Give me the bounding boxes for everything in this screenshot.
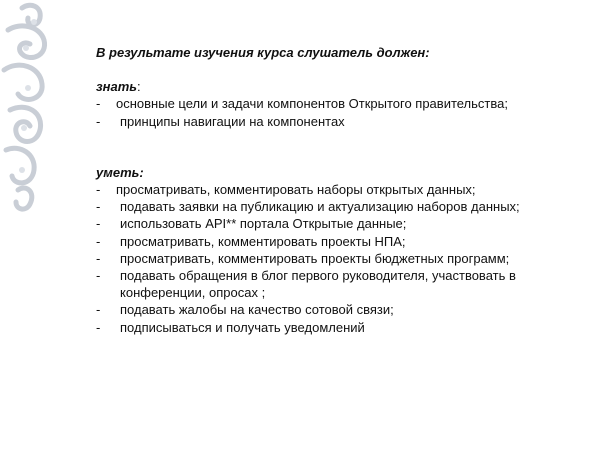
list-item <box>96 250 576 267</box>
page-heading: В результате изучения курса слушатель должен: <box>96 45 430 60</box>
list-item <box>96 233 576 250</box>
section-title-know <box>96 78 576 95</box>
list-item <box>96 267 576 301</box>
list-item <box>96 95 576 112</box>
list-item-text: подавать жалобы на качество сотовой связи; <box>120 302 394 318</box>
can-list <box>96 181 576 336</box>
dash-bullet: - <box>96 302 101 318</box>
list-item-text: принципы навигации на компонентах <box>120 113 345 129</box>
decorative-ornament-icon <box>0 0 60 215</box>
dash-bullet: - <box>96 96 101 112</box>
list-item-text: просматривать, комментировать наборы открытых данных; <box>116 182 476 198</box>
dash-bullet: - <box>96 233 101 249</box>
course-outcomes <box>96 44 576 336</box>
list-item-text: просматривать, комментировать проекты НПА; <box>120 233 406 249</box>
section-title-can: уметь: <box>96 164 144 180</box>
know-title-suffix: : <box>137 79 141 95</box>
list-item-text: подавать заявки на публикацию и актуализацию наборов данных; <box>120 199 520 215</box>
list-item <box>96 198 576 215</box>
list-item <box>96 301 576 318</box>
list-item-text: использовать API** портала Открытые данные; <box>120 216 407 232</box>
dash-bullet: - <box>96 199 101 215</box>
know-title: знать <box>96 79 137 95</box>
list-item <box>96 215 576 232</box>
dash-bullet: - <box>96 319 101 335</box>
dash-bullet: - <box>96 182 101 198</box>
list-item <box>96 319 576 336</box>
dash-bullet: - <box>96 113 101 129</box>
list-item-text: подавать обращения в блог первого руководителя, участвовать в конференции, опросах ; <box>120 268 516 301</box>
dash-bullet: - <box>96 250 101 266</box>
dash-bullet: - <box>96 216 101 232</box>
list-item <box>96 113 576 130</box>
list-item <box>96 181 576 198</box>
know-list <box>96 95 576 129</box>
list-item-text: подписываться и получать уведомлений <box>120 319 365 335</box>
list-item-text: просматривать, комментировать проекты бюджетных программ; <box>120 250 510 266</box>
dash-bullet: - <box>96 268 101 284</box>
list-item-text: основные цели и задачи компонентов Открытого правительства; <box>116 96 508 112</box>
